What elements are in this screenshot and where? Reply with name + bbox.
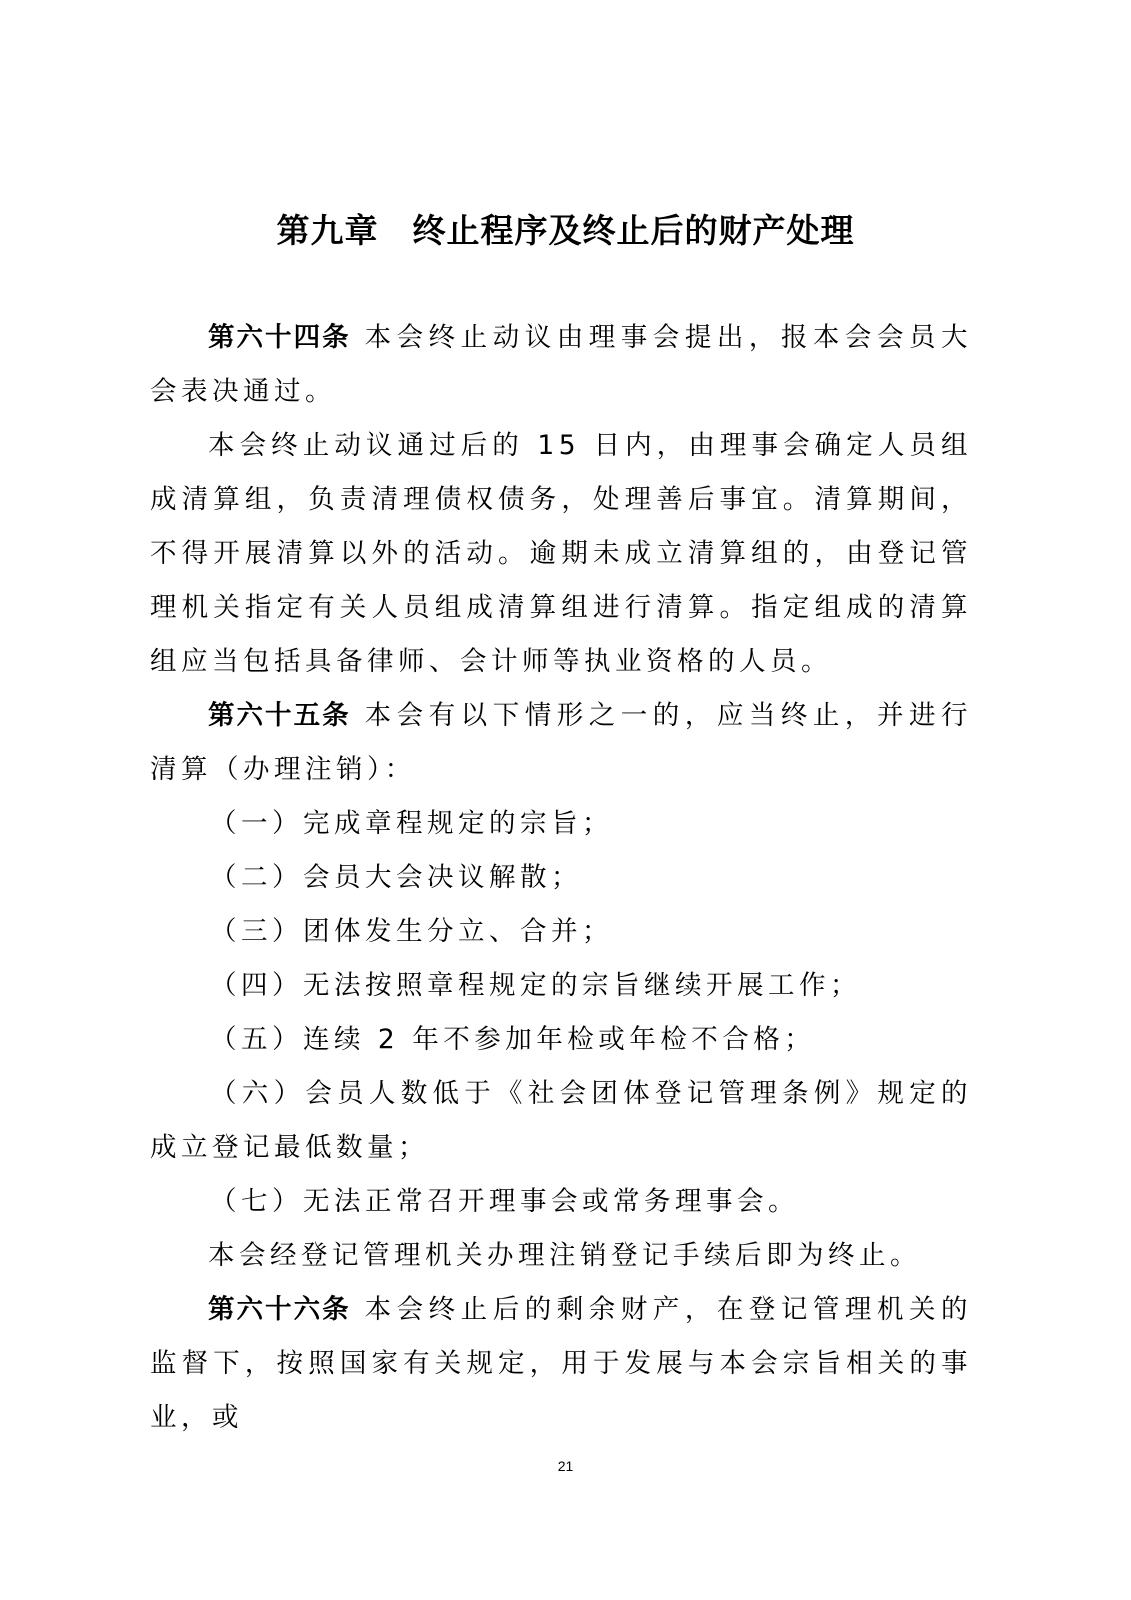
list-item: （四）无法按照章程规定的宗旨继续开展工作； xyxy=(210,970,861,1001)
list-item: （三）团体发生分立、合并； xyxy=(210,916,613,947)
article-number: 第六十四条 xyxy=(208,322,351,353)
article-64-paragraph-2: 本会终止动议通过后的 15 日内，由理事会确定人员组成清算组，负责清理债权债务，处理善后事宜。清算期间，不得开展清算以外的活动。逾期未成立清算组的，由登记管理机关指定有关人员组成清算组进行清算。指定组成的清算组应当包括具备律师、会计师等执业资格的人员。 xyxy=(150,430,972,677)
article-65 xyxy=(150,689,972,797)
list-item: （二）会员大会决议解散； xyxy=(210,862,582,893)
list-item: （一）完成章程规定的宗旨； xyxy=(210,808,613,839)
chapter-title: 第九章 终止程序及终止后的财产处理 xyxy=(276,211,855,250)
list-item: （七）无法正常召开理事会或常务理事会。 xyxy=(210,1186,799,1217)
article-text: 本会有以下情形之一的，应当终止，并进行清算（办理注销）： xyxy=(150,700,973,785)
article-number: 第六十六条 xyxy=(208,1294,351,1325)
list-item: （五）连续 2 年不参加年检或年检不合格； xyxy=(210,1024,816,1055)
article-64 xyxy=(150,311,972,419)
article-number: 第六十五条 xyxy=(208,700,351,731)
article-text: 本会终止动议由理事会提出，报本会会员大会表决通过。 xyxy=(150,322,973,407)
closing-paragraph: 本会经登记管理机关办理注销登记手续后即为终止。 xyxy=(208,1240,921,1271)
termination-conditions-list xyxy=(150,797,972,1229)
list-item: （六）会员人数低于《社会团体登记管理条例》规定的成立登记最低数量； xyxy=(150,1078,972,1163)
page-number: 21 xyxy=(557,1458,574,1474)
article-66 xyxy=(150,1283,972,1445)
article-text: 本会终止后的剩余财产，在登记管理机关的监督下，按照国家有关规定，用于发展与本会宗旨相关的事业，或 xyxy=(150,1294,973,1433)
document-body xyxy=(150,311,972,1445)
